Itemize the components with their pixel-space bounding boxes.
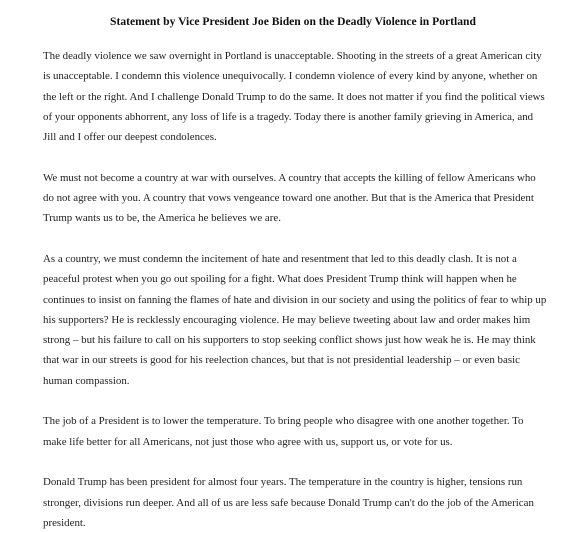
statement-paragraph-1: The deadly violence we saw overnight in Portland is unacceptable. Shooting in the streets of a great American city is unacceptable. I condemn this violence unequivocally. I condemn violence of every kind by anyone, whether on the left or the right. And I challenge Donald Trump to do the same. It does not matter if you find the political views of your opponents abhorrent, any loss of life is a tragedy. Today there is another family grieving in America, and Jill and I offer our deepest condolences. — [43, 50, 545, 144]
statement-paragraph-2: We must not become a country at war with ourselves. A country that accepts the killing of fellow Americans who do not agree with you. A country that vows vengeance toward one another. But that is the America that President Trump wants us to be, the America he believes we are. — [43, 171, 536, 225]
statement-paragraph-5: Donald Trump has been president for almost four years. The temperature in the country is higher, tensions run stronger, divisions run deeper. And all of us are less safe because Donald Trump can't do the job of the American president. — [43, 476, 534, 529]
statement-paragraph-3: As a country, we must condemn the incitement of hate and resentment that led to this deadly clash. It is not a peaceful protest when you go out spoiling for a fight. What does President Trump think will happen when he continues to insist on fanning the flames of hate and division in our society and using the politics of fear to whip up his supporters? He is recklessly encouraging violence. He may believe tweeting about law and order makes him strong – but his failure to call on his supporters to stop seeking conflict shows just how weak he is. He may think that war in our streets is good for his reelection chances, but that is not presidential leadership – or even basic human compassion. — [43, 252, 547, 387]
statement-paragraph-4: The job of a President is to lower the temperature. To bring people who disagree with one another together. To make life better for all Americans, not just those who agree with us, support us, or vote for us. — [43, 415, 524, 448]
statement-body — [43, 46, 547, 533]
statement-title: Statement by Vice President Joe Biden on the Deadly Violence in Portland — [110, 15, 476, 28]
